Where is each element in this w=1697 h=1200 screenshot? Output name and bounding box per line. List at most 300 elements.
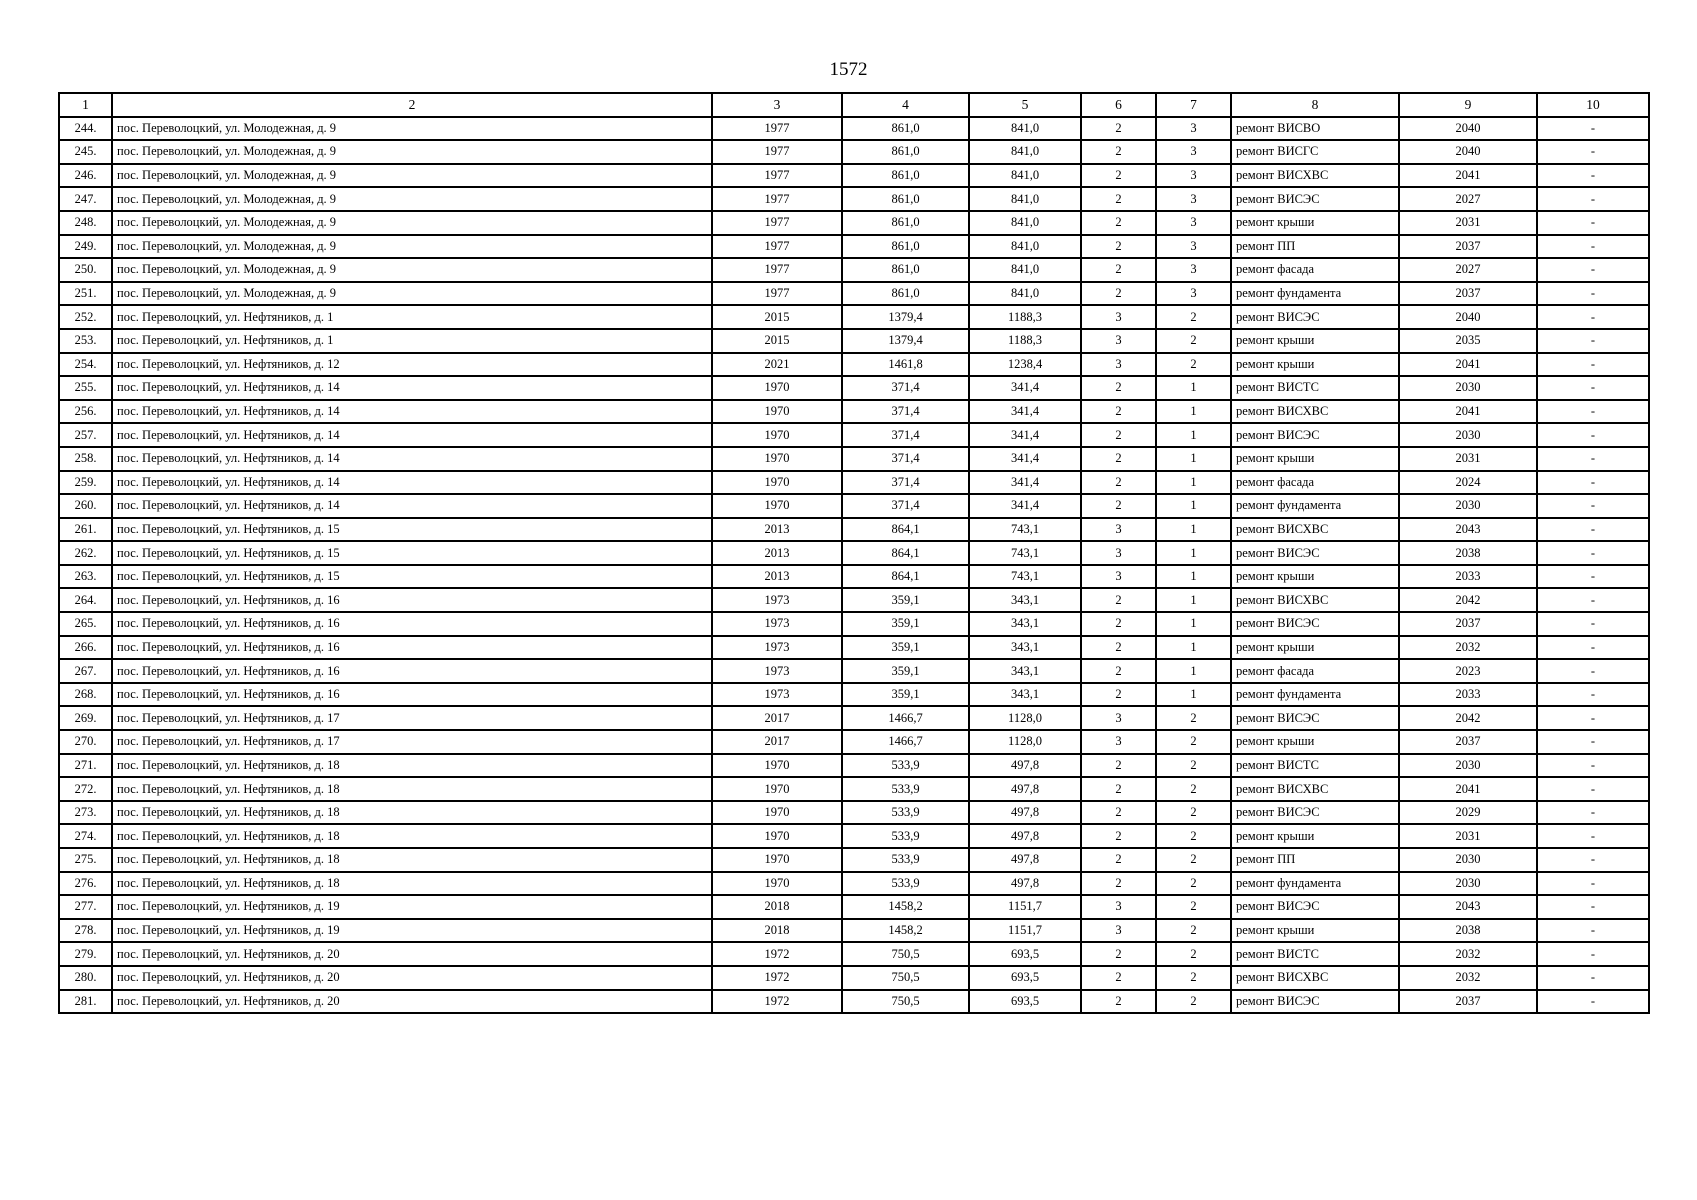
table-cell-col-2: пос. Переволоцкий, ул. Молодежная, д. 9 [112,164,712,188]
table-cell-col-3: 1977 [712,211,842,235]
table-cell-col-3: 1977 [712,187,842,211]
table-cell-col-9: 2032 [1399,966,1537,990]
table-cell-col-10: - [1537,636,1649,660]
table-cell-col-1: 254. [59,353,112,377]
table-cell-col-4: 371,4 [842,471,969,495]
table-cell-col-5: 841,0 [969,187,1081,211]
table-cell-col-8: ремонт крыши [1231,211,1399,235]
table-row [59,966,1649,990]
table-cell-col-6: 2 [1081,235,1156,259]
table-cell-col-1: 252. [59,305,112,329]
table-cell-col-8: ремонт ВИСХВС [1231,777,1399,801]
table-cell-col-4: 1458,2 [842,919,969,943]
table-cell-col-6: 2 [1081,659,1156,683]
table-cell-col-3: 1977 [712,140,842,164]
table-row [59,659,1649,683]
table-cell-col-2: пос. Переволоцкий, ул. Нефтяников, д. 16 [112,612,712,636]
table-cell-col-9: 2030 [1399,872,1537,896]
table-row [59,754,1649,778]
table-cell-col-1: 281. [59,990,112,1014]
table-cell-col-9: 2040 [1399,117,1537,141]
table-cell-col-6: 2 [1081,282,1156,306]
table-cell-col-7: 2 [1156,872,1231,896]
table-cell-col-1: 244. [59,117,112,141]
table-cell-col-10: - [1537,376,1649,400]
table-cell-col-10: - [1537,447,1649,471]
table-row [59,636,1649,660]
table-cell-col-9: 2041 [1399,777,1537,801]
table-cell-col-8: ремонт крыши [1231,329,1399,353]
table-row [59,824,1649,848]
table-cell-col-6: 2 [1081,376,1156,400]
table-cell-col-10: - [1537,235,1649,259]
table-cell-col-3: 1970 [712,777,842,801]
table-cell-col-6: 3 [1081,895,1156,919]
column-header-2: 2 [112,93,712,117]
table-cell-col-3: 1973 [712,683,842,707]
table-cell-col-1: 251. [59,282,112,306]
table-cell-col-2: пос. Переволоцкий, ул. Нефтяников, д. 19 [112,895,712,919]
table-cell-col-4: 359,1 [842,588,969,612]
table-cell-col-2: пос. Переволоцкий, ул. Нефтяников, д. 16 [112,636,712,660]
table-cell-col-2: пос. Переволоцкий, ул. Молодежная, д. 9 [112,211,712,235]
table-cell-col-8: ремонт фасада [1231,258,1399,282]
table-cell-col-2: пос. Переволоцкий, ул. Нефтяников, д. 14 [112,376,712,400]
table-cell-col-3: 1977 [712,117,842,141]
table-cell-col-8: ремонт ВИСХВС [1231,966,1399,990]
table-row [59,990,1649,1014]
table-cell-col-5: 693,5 [969,966,1081,990]
table-cell-col-1: 274. [59,824,112,848]
table-cell-col-8: ремонт ВИСЭС [1231,612,1399,636]
table-cell-col-3: 1970 [712,400,842,424]
table-cell-col-6: 3 [1081,730,1156,754]
table-cell-col-9: 2035 [1399,329,1537,353]
table-cell-col-1: 275. [59,848,112,872]
table-cell-col-1: 270. [59,730,112,754]
table-cell-col-3: 1973 [712,612,842,636]
table-cell-col-2: пос. Переволоцкий, ул. Нефтяников, д. 20 [112,990,712,1014]
table-cell-col-1: 273. [59,801,112,825]
table-cell-col-7: 2 [1156,895,1231,919]
table-cell-col-2: пос. Переволоцкий, ул. Нефтяников, д. 16 [112,683,712,707]
table-cell-col-10: - [1537,471,1649,495]
table-cell-col-8: ремонт ПП [1231,235,1399,259]
table-cell-col-5: 341,4 [969,423,1081,447]
table-cell-col-9: 2033 [1399,565,1537,589]
table-cell-col-6: 2 [1081,824,1156,848]
table-cell-col-5: 341,4 [969,376,1081,400]
table-cell-col-8: ремонт ВИСТС [1231,942,1399,966]
table-cell-col-10: - [1537,824,1649,848]
table-cell-col-7: 1 [1156,471,1231,495]
table-cell-col-10: - [1537,706,1649,730]
table-cell-col-6: 2 [1081,400,1156,424]
table-cell-col-2: пос. Переволоцкий, ул. Молодежная, д. 9 [112,282,712,306]
table-row [59,400,1649,424]
table-cell-col-7: 2 [1156,824,1231,848]
table-cell-col-7: 1 [1156,423,1231,447]
column-header-3: 3 [712,93,842,117]
table-cell-col-5: 1128,0 [969,730,1081,754]
table-cell-col-5: 343,1 [969,636,1081,660]
table-cell-col-9: 2030 [1399,376,1537,400]
table-cell-col-3: 1973 [712,659,842,683]
table-cell-col-2: пос. Переволоцкий, ул. Нефтяников, д. 15 [112,541,712,565]
table-cell-col-1: 266. [59,636,112,660]
column-header-7: 7 [1156,93,1231,117]
table-row [59,612,1649,636]
table-cell-col-5: 341,4 [969,400,1081,424]
table-row [59,541,1649,565]
table-cell-col-7: 1 [1156,400,1231,424]
table-cell-col-9: 2041 [1399,353,1537,377]
table-cell-col-10: - [1537,211,1649,235]
table-cell-col-10: - [1537,801,1649,825]
table-cell-col-6: 2 [1081,258,1156,282]
table-cell-col-5: 841,0 [969,117,1081,141]
table-cell-col-2: пос. Переволоцкий, ул. Нефтяников, д. 1 [112,305,712,329]
table-cell-col-5: 497,8 [969,824,1081,848]
table-cell-col-2: пос. Переволоцкий, ул. Нефтяников, д. 12 [112,353,712,377]
table-cell-col-8: ремонт фундамента [1231,282,1399,306]
table-cell-col-2: пос. Переволоцкий, ул. Нефтяников, д. 20 [112,942,712,966]
table-cell-col-3: 1973 [712,636,842,660]
table-cell-col-8: ремонт ВИСЭС [1231,895,1399,919]
column-header-6: 6 [1081,93,1156,117]
table-cell-col-2: пос. Переволоцкий, ул. Нефтяников, д. 18 [112,872,712,896]
table-row [59,565,1649,589]
table-cell-col-10: - [1537,565,1649,589]
page-number: 1572 [829,59,868,80]
table-cell-col-5: 1128,0 [969,706,1081,730]
table-cell-col-1: 280. [59,966,112,990]
table-cell-col-9: 2029 [1399,801,1537,825]
table-cell-col-6: 2 [1081,471,1156,495]
table-cell-col-5: 693,5 [969,990,1081,1014]
table-row [59,211,1649,235]
table-cell-col-7: 2 [1156,990,1231,1014]
table-cell-col-1: 276. [59,872,112,896]
table-row [59,235,1649,259]
table-cell-col-1: 267. [59,659,112,683]
table-cell-col-1: 250. [59,258,112,282]
table-row [59,117,1649,141]
table-cell-col-5: 343,1 [969,683,1081,707]
table-cell-col-3: 2013 [712,565,842,589]
table-cell-col-6: 3 [1081,329,1156,353]
table-cell-col-7: 1 [1156,376,1231,400]
table-cell-col-4: 1461,8 [842,353,969,377]
table-cell-col-7: 3 [1156,258,1231,282]
table-cell-col-6: 2 [1081,636,1156,660]
table-cell-col-3: 1977 [712,164,842,188]
table-row [59,919,1649,943]
table-cell-col-10: - [1537,140,1649,164]
table-cell-col-2: пос. Переволоцкий, ул. Нефтяников, д. 19 [112,919,712,943]
table-cell-col-4: 371,4 [842,494,969,518]
table-cell-col-10: - [1537,117,1649,141]
table-cell-col-7: 2 [1156,730,1231,754]
table-cell-col-3: 1970 [712,423,842,447]
table-cell-col-2: пос. Переволоцкий, ул. Нефтяников, д. 17 [112,706,712,730]
table-cell-col-3: 1970 [712,872,842,896]
table-cell-col-4: 864,1 [842,565,969,589]
table-cell-col-3: 1977 [712,258,842,282]
table-cell-col-5: 841,0 [969,140,1081,164]
table-cell-col-7: 2 [1156,754,1231,778]
table-cell-col-5: 693,5 [969,942,1081,966]
table-cell-col-5: 1188,3 [969,329,1081,353]
table-row [59,353,1649,377]
table-cell-col-9: 2040 [1399,305,1537,329]
table-row [59,942,1649,966]
table-cell-col-10: - [1537,187,1649,211]
table-cell-col-1: 256. [59,400,112,424]
table-cell-col-4: 371,4 [842,447,969,471]
table-cell-col-5: 343,1 [969,612,1081,636]
table-cell-col-3: 2021 [712,353,842,377]
table-cell-col-9: 2031 [1399,447,1537,471]
table-row [59,777,1649,801]
table-cell-col-6: 2 [1081,164,1156,188]
table-cell-col-7: 1 [1156,612,1231,636]
table-cell-col-6: 2 [1081,140,1156,164]
table-cell-col-7: 1 [1156,659,1231,683]
table-cell-col-1: 245. [59,140,112,164]
table-cell-col-4: 371,4 [842,423,969,447]
table-cell-col-10: - [1537,400,1649,424]
table-cell-col-3: 1970 [712,447,842,471]
table-cell-col-9: 2030 [1399,423,1537,447]
table-cell-col-9: 2043 [1399,895,1537,919]
table-cell-col-9: 2027 [1399,187,1537,211]
table-cell-col-4: 861,0 [842,187,969,211]
table-cell-col-6: 2 [1081,966,1156,990]
table-cell-col-7: 3 [1156,235,1231,259]
table-cell-col-2: пос. Переволоцкий, ул. Нефтяников, д. 17 [112,730,712,754]
table-cell-col-8: ремонт ВИСЭС [1231,541,1399,565]
table-cell-col-6: 2 [1081,494,1156,518]
table-row [59,258,1649,282]
table-cell-col-2: пос. Переволоцкий, ул. Нефтяников, д. 18 [112,801,712,825]
table-cell-col-10: - [1537,942,1649,966]
table-cell-col-7: 2 [1156,777,1231,801]
table-cell-col-4: 864,1 [842,518,969,542]
table-cell-col-7: 1 [1156,518,1231,542]
table-cell-col-4: 1379,4 [842,329,969,353]
table-cell-col-3: 1973 [712,588,842,612]
table-cell-col-2: пос. Переволоцкий, ул. Нефтяников, д. 14 [112,494,712,518]
table-cell-col-6: 2 [1081,942,1156,966]
table-cell-col-8: ремонт крыши [1231,565,1399,589]
table-cell-col-2: пос. Переволоцкий, ул. Нефтяников, д. 14 [112,400,712,424]
table-cell-col-6: 2 [1081,423,1156,447]
table-cell-col-6: 3 [1081,706,1156,730]
table-cell-col-4: 1466,7 [842,706,969,730]
table-cell-col-2: пос. Переволоцкий, ул. Нефтяников, д. 14 [112,447,712,471]
table-cell-col-9: 2042 [1399,706,1537,730]
table-cell-col-8: ремонт фундамента [1231,683,1399,707]
table-row [59,447,1649,471]
table-cell-col-5: 841,0 [969,258,1081,282]
table-cell-col-7: 3 [1156,187,1231,211]
table-cell-col-9: 2031 [1399,211,1537,235]
table-cell-col-3: 1970 [712,824,842,848]
table-cell-col-4: 359,1 [842,659,969,683]
table-cell-col-9: 2041 [1399,164,1537,188]
column-header-9: 9 [1399,93,1537,117]
table-cell-col-1: 265. [59,612,112,636]
table-cell-col-9: 2023 [1399,659,1537,683]
table-cell-col-7: 2 [1156,801,1231,825]
table-row [59,187,1649,211]
table-cell-col-9: 2032 [1399,636,1537,660]
table-cell-col-4: 359,1 [842,612,969,636]
table-cell-col-7: 1 [1156,447,1231,471]
table-cell-col-10: - [1537,612,1649,636]
table-cell-col-6: 3 [1081,353,1156,377]
table-cell-col-2: пос. Переволоцкий, ул. Молодежная, д. 9 [112,258,712,282]
table-cell-col-2: пос. Переволоцкий, ул. Нефтяников, д. 18 [112,754,712,778]
table-cell-col-3: 1970 [712,754,842,778]
table-cell-col-7: 1 [1156,541,1231,565]
table-cell-col-3: 1977 [712,282,842,306]
table-cell-col-10: - [1537,423,1649,447]
table-cell-col-6: 2 [1081,447,1156,471]
table-cell-col-4: 750,5 [842,990,969,1014]
table-cell-col-7: 1 [1156,588,1231,612]
table-cell-col-9: 2040 [1399,140,1537,164]
table-row [59,494,1649,518]
table-cell-col-5: 1151,7 [969,919,1081,943]
table-cell-col-6: 3 [1081,518,1156,542]
table-cell-col-4: 750,5 [842,942,969,966]
table-cell-col-8: ремонт ВИСХВС [1231,588,1399,612]
table-cell-col-8: ремонт крыши [1231,447,1399,471]
table-cell-col-4: 1458,2 [842,895,969,919]
table-row [59,423,1649,447]
table-cell-col-1: 257. [59,423,112,447]
table-cell-col-1: 268. [59,683,112,707]
table-cell-col-3: 2015 [712,305,842,329]
table-row [59,706,1649,730]
table-cell-col-6: 2 [1081,801,1156,825]
table-cell-col-9: 2030 [1399,848,1537,872]
table-cell-col-10: - [1537,848,1649,872]
table-cell-col-5: 497,8 [969,801,1081,825]
table-row [59,305,1649,329]
table-cell-col-9: 2038 [1399,919,1537,943]
table-cell-col-3: 1970 [712,801,842,825]
table-cell-col-5: 841,0 [969,211,1081,235]
table-cell-col-8: ремонт крыши [1231,919,1399,943]
table-cell-col-1: 279. [59,942,112,966]
table-cell-col-7: 2 [1156,848,1231,872]
table-cell-col-2: пос. Переволоцкий, ул. Молодежная, д. 9 [112,140,712,164]
column-header-5: 5 [969,93,1081,117]
table-cell-col-1: 246. [59,164,112,188]
table-cell-col-5: 841,0 [969,235,1081,259]
table-cell-col-2: пос. Переволоцкий, ул. Нефтяников, д. 14 [112,423,712,447]
table-cell-col-8: ремонт крыши [1231,730,1399,754]
table-cell-col-9: 2030 [1399,494,1537,518]
table-cell-col-10: - [1537,494,1649,518]
table-cell-col-3: 1972 [712,966,842,990]
table-row [59,848,1649,872]
table-cell-col-10: - [1537,518,1649,542]
table-cell-col-8: ремонт ВИСХВС [1231,400,1399,424]
table-cell-col-8: ремонт фасада [1231,471,1399,495]
table-cell-col-8: ремонт фундамента [1231,872,1399,896]
table-cell-col-8: ремонт фундамента [1231,494,1399,518]
table-cell-col-6: 2 [1081,187,1156,211]
table-cell-col-1: 262. [59,541,112,565]
table-cell-col-9: 2033 [1399,683,1537,707]
table-cell-col-1: 272. [59,777,112,801]
table-cell-col-6: 2 [1081,754,1156,778]
table-cell-col-1: 278. [59,919,112,943]
table-cell-col-4: 533,9 [842,848,969,872]
table-cell-col-7: 3 [1156,140,1231,164]
table-cell-col-4: 371,4 [842,376,969,400]
table-cell-col-3: 1970 [712,494,842,518]
table-cell-col-6: 3 [1081,565,1156,589]
table-cell-col-6: 2 [1081,777,1156,801]
table-cell-col-2: пос. Переволоцкий, ул. Нефтяников, д. 18 [112,777,712,801]
table-cell-col-4: 1466,7 [842,730,969,754]
table-cell-col-3: 1970 [712,471,842,495]
table-cell-col-5: 1151,7 [969,895,1081,919]
table-cell-col-3: 2017 [712,730,842,754]
table-cell-col-10: - [1537,966,1649,990]
table-cell-col-2: пос. Переволоцкий, ул. Молодежная, д. 9 [112,117,712,141]
table-cell-col-2: пос. Переволоцкий, ул. Молодежная, д. 9 [112,235,712,259]
table-cell-col-3: 1970 [712,848,842,872]
table-cell-col-9: 2031 [1399,824,1537,848]
column-header-10: 10 [1537,93,1649,117]
table-cell-col-4: 359,1 [842,636,969,660]
table-cell-col-5: 497,8 [969,777,1081,801]
table-cell-col-3: 2018 [712,895,842,919]
table-cell-col-9: 2032 [1399,942,1537,966]
table-cell-col-9: 2042 [1399,588,1537,612]
table-cell-col-2: пос. Переволоцкий, ул. Нефтяников, д. 15 [112,518,712,542]
table-cell-col-9: 2043 [1399,518,1537,542]
table-cell-col-6: 3 [1081,541,1156,565]
table-cell-col-1: 263. [59,565,112,589]
table-cell-col-4: 533,9 [842,824,969,848]
table-cell-col-10: - [1537,282,1649,306]
table-cell-col-4: 861,0 [842,117,969,141]
table-cell-col-9: 2027 [1399,258,1537,282]
table-cell-col-3: 2018 [712,919,842,943]
column-header-1: 1 [59,93,112,117]
table-cell-col-1: 264. [59,588,112,612]
table-cell-col-9: 2024 [1399,471,1537,495]
table-cell-col-5: 341,4 [969,494,1081,518]
column-header-8: 8 [1231,93,1399,117]
table-cell-col-8: ремонт ВИСЭС [1231,706,1399,730]
repair-schedule-table [58,92,1650,1014]
table-cell-col-5: 1238,4 [969,353,1081,377]
table-cell-col-1: 248. [59,211,112,235]
table-cell-col-1: 277. [59,895,112,919]
table-cell-col-6: 3 [1081,305,1156,329]
table-cell-col-3: 2015 [712,329,842,353]
table-cell-col-6: 2 [1081,588,1156,612]
table-cell-col-7: 3 [1156,117,1231,141]
